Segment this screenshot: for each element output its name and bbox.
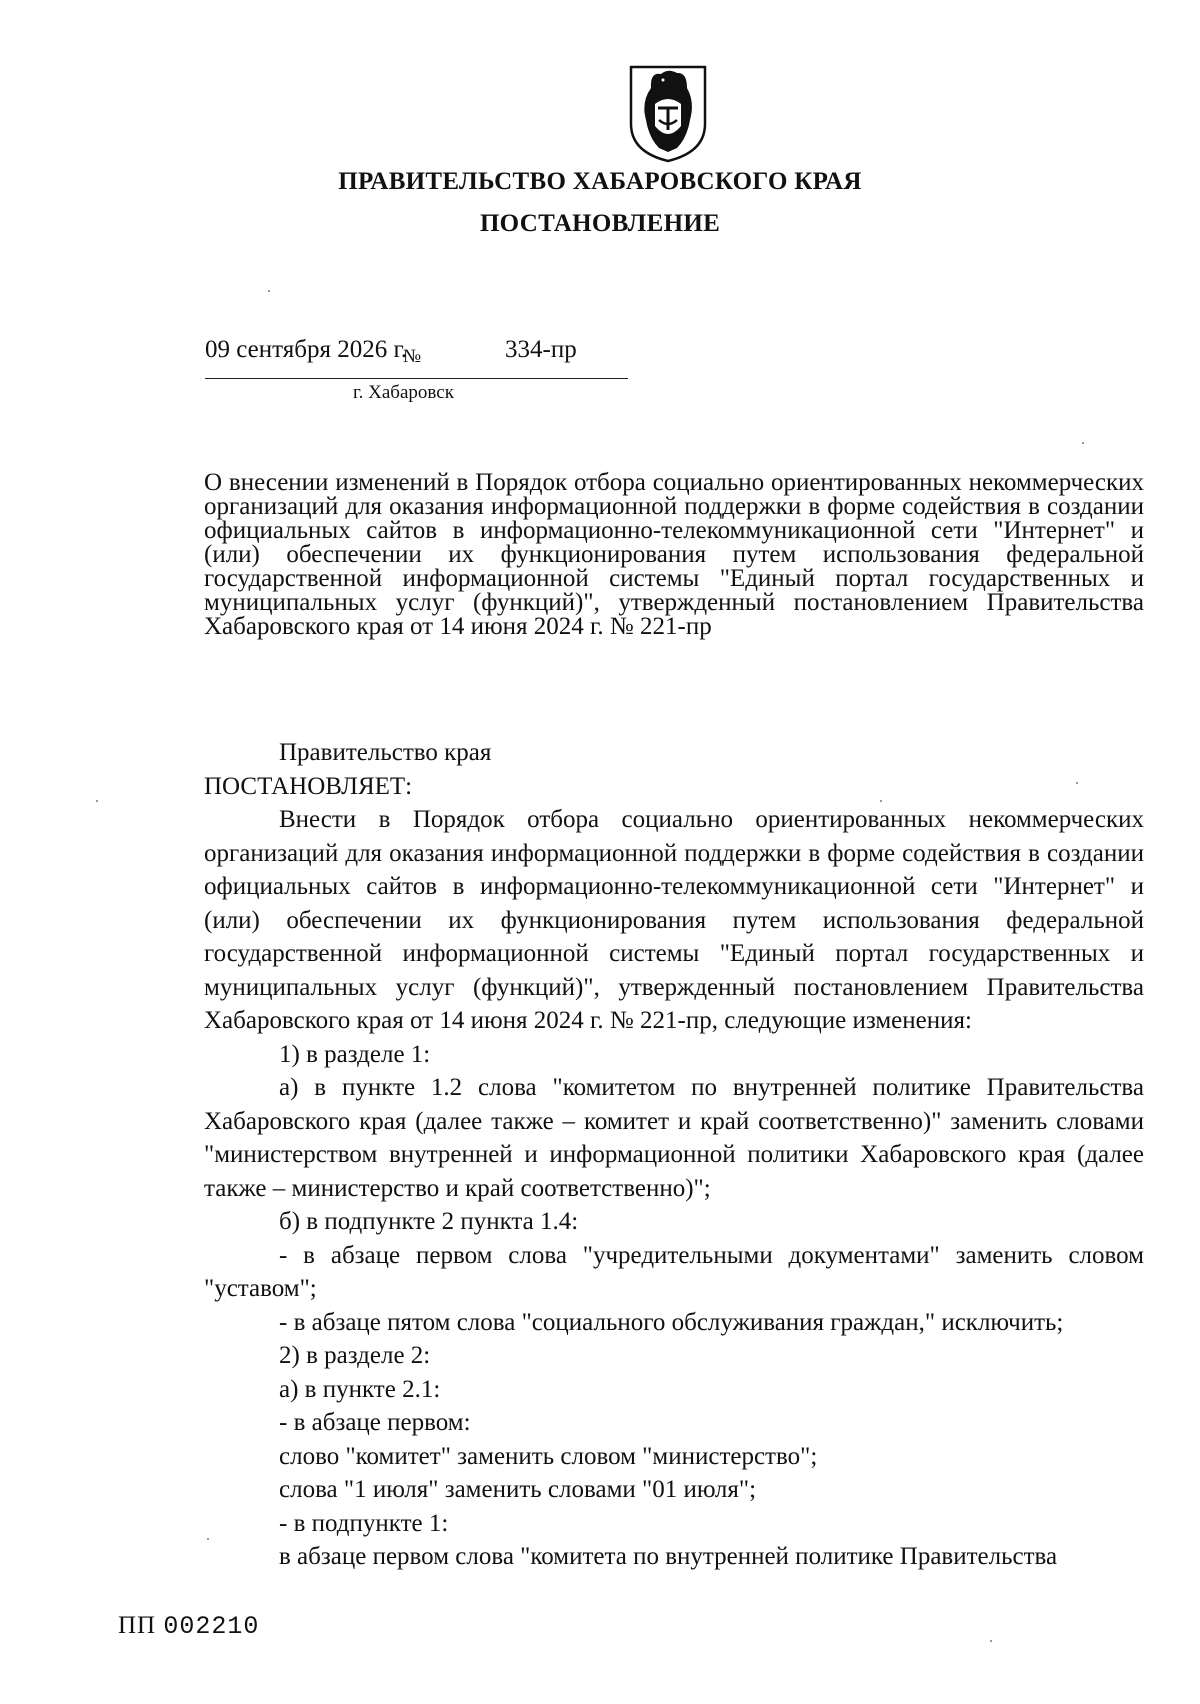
body-paragraph: 2) в разделе 2: — [279, 1342, 431, 1369]
body-paragraph: - в абзаце пятом слова "социального обслуживания граждан," исключить; — [279, 1308, 1064, 1336]
body-paragraph: Правительство края — [279, 739, 492, 766]
government-title: ПРАВИТЕЛЬСТВО ХАБАРОВСКОГО КРАЯ — [338, 168, 862, 195]
body-paragraph: - в абзаце первом слова "учредительными документами" заменить словом "уставом"; — [204, 1241, 1144, 1302]
form-series-number — [118, 1612, 259, 1641]
document-number: 334-пр — [505, 336, 577, 363]
number-sign: № — [403, 346, 422, 367]
body-paragraph: Внести в Порядок отбора социально ориентированных некоммерческих организаций для оказания информационной поддержки в форме содействия в создании официальных сайтов в информационно-телекоммуникационной сети "Интернет" и (или) обеспечении их функционирования путем использования федеральной государственной информационной системы "Единый портал государственных и муниципальных услуг (функций)", утвержденный постановлением Правительства Хабаровского края от 14 июня 2024 г. № 221-пр, следующие изменения: — [204, 806, 1144, 1034]
scan-speck — [1076, 782, 1078, 784]
document-type: ПОСТАНОВЛЕНИЕ — [479, 210, 721, 237]
coat-of-arms-emblem — [627, 64, 709, 164]
scan-speck — [207, 1538, 209, 1540]
body-paragraph: б) в подпункте 2 пункта 1.4: — [279, 1208, 579, 1235]
form-serial: 002210 — [163, 1612, 260, 1641]
body-paragraph: - в абзаце первом: — [279, 1409, 471, 1436]
body-paragraph: ПОСТАНОВЛЯЕТ: — [204, 772, 413, 800]
scan-speck — [990, 1640, 992, 1642]
document-body — [204, 736, 1144, 1574]
scan-speck — [96, 800, 98, 802]
body-paragraph: - в подпункте 1: — [279, 1509, 449, 1537]
body-paragraph: в абзаце первом слова "комитета по внутренней политике Правительства — [279, 1543, 1058, 1570]
body-paragraph: слова "1 июля" заменить словами "01 июля"; — [279, 1476, 757, 1503]
body-paragraph: а) в пункте 1.2 слова "комитетом по внутренней политике Правительства Хабаровского края (далее также – комитет и край соответственно)" заменить словами "министерством внутренней и информационной политики Хабаровского края (далее также – министерство и край соответственно)"; — [204, 1074, 1144, 1202]
form-series: ПП — [118, 1612, 157, 1639]
body-paragraph: слово "комитет" заменить словом "министерство"; — [279, 1442, 818, 1470]
date-number-line — [205, 336, 628, 379]
document-date: 09 сентября 2026 г. — [205, 336, 408, 363]
document-city: г. Хабаровск — [353, 382, 454, 403]
scan-speck — [880, 800, 882, 802]
body-paragraph: а) в пункте 2.1: — [279, 1375, 441, 1403]
body-paragraph: 1) в разделе 1: — [279, 1040, 431, 1068]
scan-speck — [268, 290, 270, 292]
document-subject: О внесении изменений в Порядок отбора социально ориентированных некоммерческих организаций для оказания информационной поддержки в форме содействия в создании официальных сайтов в информационно-телекоммуникационной сети "Интернет" и (или) обеспечении их функционирования путем использования федеральной государственной информационной системы "Единый портал государственных и муниципальных услуг (функций)", утвержденный постановлением Правительства Хабаровского края от 14 июня 2024 г. № 221-пр — [204, 469, 1144, 640]
scan-speck — [1082, 442, 1084, 444]
